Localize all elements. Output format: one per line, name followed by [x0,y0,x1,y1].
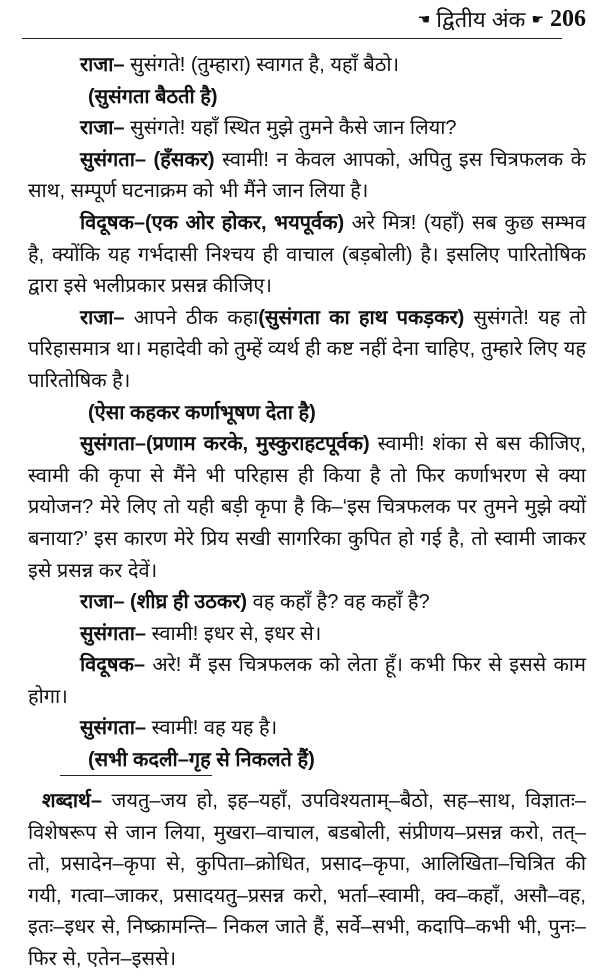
dialogue-paragraph [28,619,586,651]
dialogue-text: अरे! मैं इस चित्रफलक को लेता हूँ। कभी फिर से इससे काम होगा। [28,654,586,708]
bold-text: राजा– [80,54,131,76]
bold-text: राजा– (शीघ्र ही उठकर) [80,591,253,614]
dialogue-text: स्वामी! इधर से, इधर से। [151,622,322,645]
dialogue-text: सुसंगते! यहाँ स्थित मुझे तुमने कैसे जान लिया? [130,117,457,140]
bold-text: सुसंगता– (हँसकर) [80,148,223,171]
dialogue-text: वह कहाँ है? वह कहाँ है? [252,591,430,614]
bold-text: (सभी कदली–गृह से निकलते हैं) [88,749,315,772]
dialogue-paragraph [28,713,586,745]
dialogue-paragraph [28,587,586,619]
bold-text: विदूषक–(एक ओर होकर, भयपूर्वक) [80,211,352,234]
chapter-title: द्वितीय अंक [436,7,526,32]
pointing-hand-icon: ☚ [417,10,431,27]
bold-text: राजा– [80,306,134,329]
bold-text: (सुसंगता बैठती है) [88,85,218,108]
stage-direction [28,82,586,114]
glossary-text: जयतु–जय हो, इह–यहाँ, उपविश्यताम्–बैठो, सह–साथ, विज्ञातः–विशेषरूप से जान लिया, मुखरा–वाचाल, बडबोली, संप्रीणय–प्रसन्न करो, तत्–तो, प्रसादेन–कृपा से, कुपिता–क्रोधित, प्रसाद–कृपा, आलिखिता–चित्रित की गयी, गत्वा–जाकर, प्रसादयतु–प्रसन्न करो, भर्ता–स्वामी, क्व–कहाँ, असौ–वह, इतः–इधर से, निष्क्रामन्ति– निकल जाते हैं, सर्वे–सभी, कदापि–कभी भी, पुनः–फिर से, एतेन–इससे। [28,790,586,970]
dialogue-text: स्वामी! वह यह है। [151,717,278,740]
bold-text: राजा– [80,117,131,140]
dialogue-body [28,50,586,777]
dialogue-text: अरे मित्र! (यहाँ) सब कुछ सम्भव है, क्योंकि यह गर्भदासी निश्चय ही वाचाल (बड़बोली) है। इसलिए पारितोषिक द्वारा इसे भलीप्रकार प्रसन्न कीजिए। [28,211,586,298]
header-rule [22,38,562,39]
running-header [418,4,586,34]
bold-text: सुसंगता–(प्रणाम करके, मुस्कुराहटपूर्वक) [80,433,378,456]
dialogue-paragraph [28,429,586,587]
bold-text: (ऐसा कहकर कर्णाभूषण देता है) [88,401,316,424]
pointing-hand-icon: ☛ [531,10,544,27]
page-number: 206 [550,5,586,32]
stage-direction [28,398,586,430]
dialogue-text: स्वामी! शंका से बस कीजिए, स्वामी की कृपा से मैंने भी परिहास ही किया है तो फिर कर्णाभरण से क्या प्रयोजन? मेरे लिए तो यही बड़ी कृपा है कि–‘इस चित्रफलक पर तुमने मुझे क्यों बनाया?’ इस कारण मेरे प्रिय सखी सागरिका कुपित हो गई है, तो स्वामी जाकर इसे प्रसन्न कर देवें। [28,433,586,582]
glossary [28,786,586,976]
dialogue-text: आपने ठीक कहा [133,306,259,329]
bold-text: सुसंगता– [80,622,152,645]
bold-text: (सुसंगता का हाथ पकड़कर) [258,306,474,329]
dialogue-paragraph [28,145,586,208]
dialogue-paragraph [28,113,586,145]
bold-text: विदूषक– [80,654,153,677]
glossary-label: शब्दार्थ– [42,790,112,812]
dialogue-paragraph [28,303,586,398]
bold-text: सुसंगता– [80,717,152,740]
dialogue-paragraph [28,650,586,713]
dialogue-paragraph [28,50,586,82]
dialogue-text: सुसंगते! (तुम्हारा) स्वागत है, यहाँ बैठो। [130,54,400,76]
dialogue-paragraph [28,208,586,303]
stage-direction [28,745,586,777]
dialogue-text: सुसंगते! यह तो परिहासमात्र था। महादेवी को तुम्हें व्यर्थ ही कष्ट नहीं देना चाहिए, तुम्हारे लिए यह पारितोषिक है। [28,306,586,392]
dialogue-text: स्वामी! न केवल आपको, अपितु इस चित्रफलक के साथ, सम्पूर्ण घटनाक्रम को भी मैंने जान लिया है। [28,148,587,203]
footnote-rule [60,775,212,776]
